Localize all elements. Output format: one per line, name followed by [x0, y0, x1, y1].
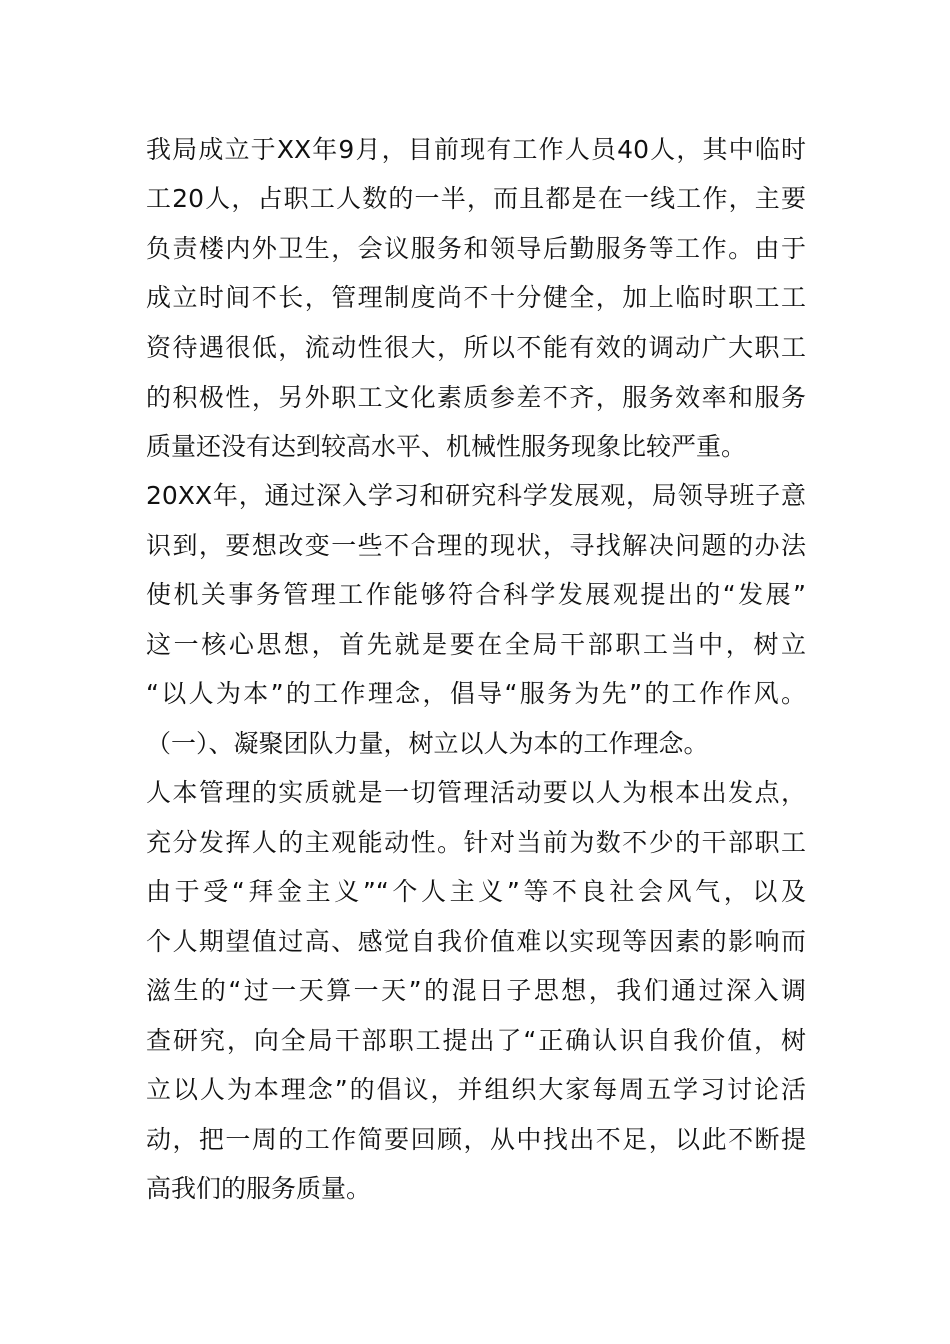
text-line: 20XX年，通过深入学习和研究科学发展观，局领导班子意 — [146, 481, 806, 510]
text-line: 质量还没有达到较高水平、机械性服务现象比较严重。 — [146, 432, 747, 461]
text-line: 的积极性，另外职工文化素质参差不齐，服务效率和服务 — [146, 383, 806, 412]
text-line: 立以人为本理念”的倡议，并组织大家每周五学习讨论活 — [146, 1075, 806, 1104]
text-line: 工20人，占职工人数的一半，而且都是在一线工作，主要 — [146, 184, 806, 213]
text-line: 个人期望值过高、感觉自我价值难以实现等因素的影响而 — [146, 927, 806, 956]
text-line: 查研究，向全局干部职工提出了“正确认识自我价值，树 — [146, 1026, 806, 1055]
section-heading: （一）、凝聚团队力量，树立以人为本的工作理念。 — [146, 729, 709, 758]
text-line: 人本管理的实质就是一切管理活动要以人为根本出发点， — [146, 778, 806, 807]
text-line: 使机关事务管理工作能够符合科学发展观提出的“发展” — [146, 580, 806, 609]
text-line: 我局成立于XX年9月，目前现有工作人员40人，其中临时 — [146, 135, 806, 164]
text-line: 高我们的服务质量。 — [146, 1174, 372, 1203]
text-line: 成立时间不长，管理制度尚不十分健全，加上临时职工工 — [146, 283, 806, 312]
text-line: 资待遇很低，流动性很大，所以不能有效的调动广大职工 — [146, 333, 806, 362]
text-line: 识到，要想改变一些不合理的现状，寻找解决问题的办法 — [146, 531, 806, 560]
text-line: 动，把一周的工作简要回顾，从中找出不足，以此不断提 — [146, 1125, 806, 1154]
text-line: “以人为本”的工作理念，倡导“服务为先”的工作作风。 — [146, 679, 806, 708]
text-line: 充分发挥人的主观能动性。针对当前为数不少的干部职工 — [146, 828, 806, 857]
text-line: 由于受“拜金主义”“个人主义”等不良社会风气，以及 — [146, 877, 806, 906]
text-line: 滋生的“过一天算一天”的混日子思想，我们通过深入调 — [146, 976, 806, 1005]
text-line: 这一核心思想，首先就是要在全局干部职工当中，树立 — [146, 630, 806, 659]
text-line: 负责楼内外卫生，会议服务和领导后勤服务等工作。由于 — [146, 234, 806, 263]
